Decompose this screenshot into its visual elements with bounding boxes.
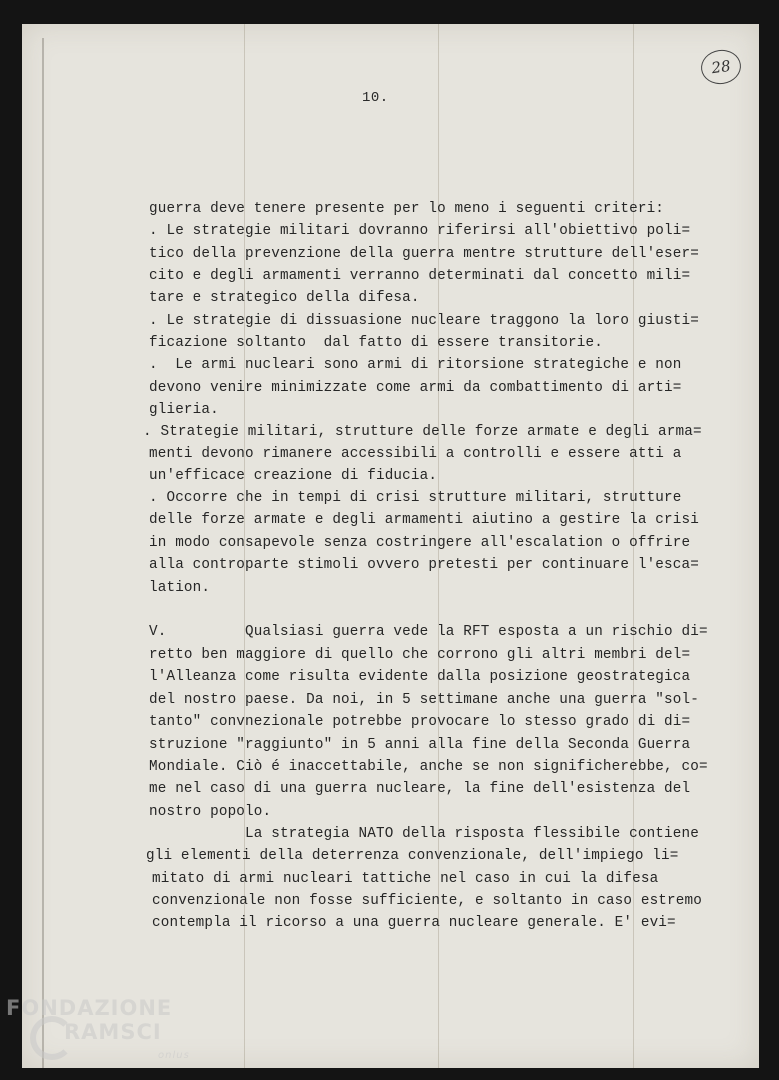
text-line: . Le armi nucleari sono armi di ritorsione strategiche e non bbox=[149, 357, 682, 373]
stamp-number: 28 bbox=[710, 56, 732, 78]
text-line: me nel caso di una guerra nucleare, la fine dell'esistenza del bbox=[149, 781, 691, 797]
text-line: cito e degli armamenti verranno determinati dal concetto mili= bbox=[149, 268, 691, 284]
text-line: delle forze armate e degli armamenti aiutino a gestire la crisi bbox=[149, 512, 699, 528]
text-line: l'Alleanza come risulta evidente dalla posizione geostrategica bbox=[149, 669, 691, 685]
text-line: tanto" convnezionale potrebbe provocare lo stesso grado di di= bbox=[149, 714, 691, 730]
text-line: retto ben maggiore di quello che corrono gli altri membri del= bbox=[149, 647, 691, 663]
fondazione-gramsci-watermark bbox=[6, 992, 196, 1072]
left-edge-mark bbox=[42, 38, 44, 1068]
text-line: gli elementi della deterrenza convenzionale, dell'impiego li= bbox=[146, 848, 679, 864]
text-line: un'efficace creazione di fiducia. bbox=[149, 468, 438, 484]
text-line: del nostro paese. Da noi, in 5 settimane anche una guerra "sol- bbox=[149, 692, 699, 708]
text-line: tico della prevenzione della guerra mentre strutture dell'eser= bbox=[149, 246, 699, 262]
text-line: La strategia NATO della risposta flessibile contiene bbox=[149, 826, 699, 842]
text-line: contempla il ricorso a una guerra nucleare generale. E' evi= bbox=[152, 915, 676, 931]
text-line: tare e strategico della difesa. bbox=[149, 290, 420, 306]
watermark-line: RAMSCI bbox=[64, 1020, 162, 1044]
text-line: ficazione soltanto dal fatto di essere transitorie. bbox=[149, 335, 603, 351]
text-line: Mondiale. Ciò é inaccettabile, anche se non significherebbe, co= bbox=[149, 759, 708, 775]
text-line: devono venire minimizzate come armi da combattimento di arti= bbox=[149, 380, 682, 396]
text-line: . Occorre che in tempi di crisi strutture militari, strutture bbox=[149, 490, 682, 506]
text-line: menti devono rimanere accessibili a controlli e essere atti a bbox=[149, 446, 682, 462]
watermark-line: FONDAZIONE bbox=[6, 996, 173, 1020]
text-line: struzione "raggiunto" in 5 anni alla fine della Seconda Guerra bbox=[149, 737, 691, 753]
text-line: nostro popolo. bbox=[149, 804, 272, 820]
text-line: guerra deve tenere presente per lo meno i seguenti criteri: bbox=[149, 201, 665, 217]
text-line: alla controparte stimoli ovvero pretesti per continuare l'esca= bbox=[149, 557, 699, 573]
text-line: in modo consapevole senza costringere all'escalation o offrire bbox=[149, 535, 691, 551]
text-line: . Strategie militari, strutture delle forze armate e degli arma= bbox=[143, 424, 702, 440]
watermark-line: onlus bbox=[158, 1050, 190, 1061]
text-line: glieria. bbox=[149, 402, 219, 418]
text-line: . Le strategie militari dovranno riferirsi all'obiettivo poli= bbox=[149, 223, 691, 239]
text-line: convenzionale non fosse sufficiente, e soltanto in caso estremo bbox=[152, 893, 702, 909]
page-number: 10. bbox=[362, 90, 389, 106]
text-line: V. Qualsiasi guerra vede la RFT esposta a un rischio di= bbox=[149, 624, 708, 640]
text-line: mitato di armi nucleari tattiche nel caso in cui la difesa bbox=[152, 871, 659, 887]
text-line: lation. bbox=[149, 580, 211, 596]
text-line: . Le strategie di dissuasione nucleare traggono la loro giusti= bbox=[149, 313, 699, 329]
